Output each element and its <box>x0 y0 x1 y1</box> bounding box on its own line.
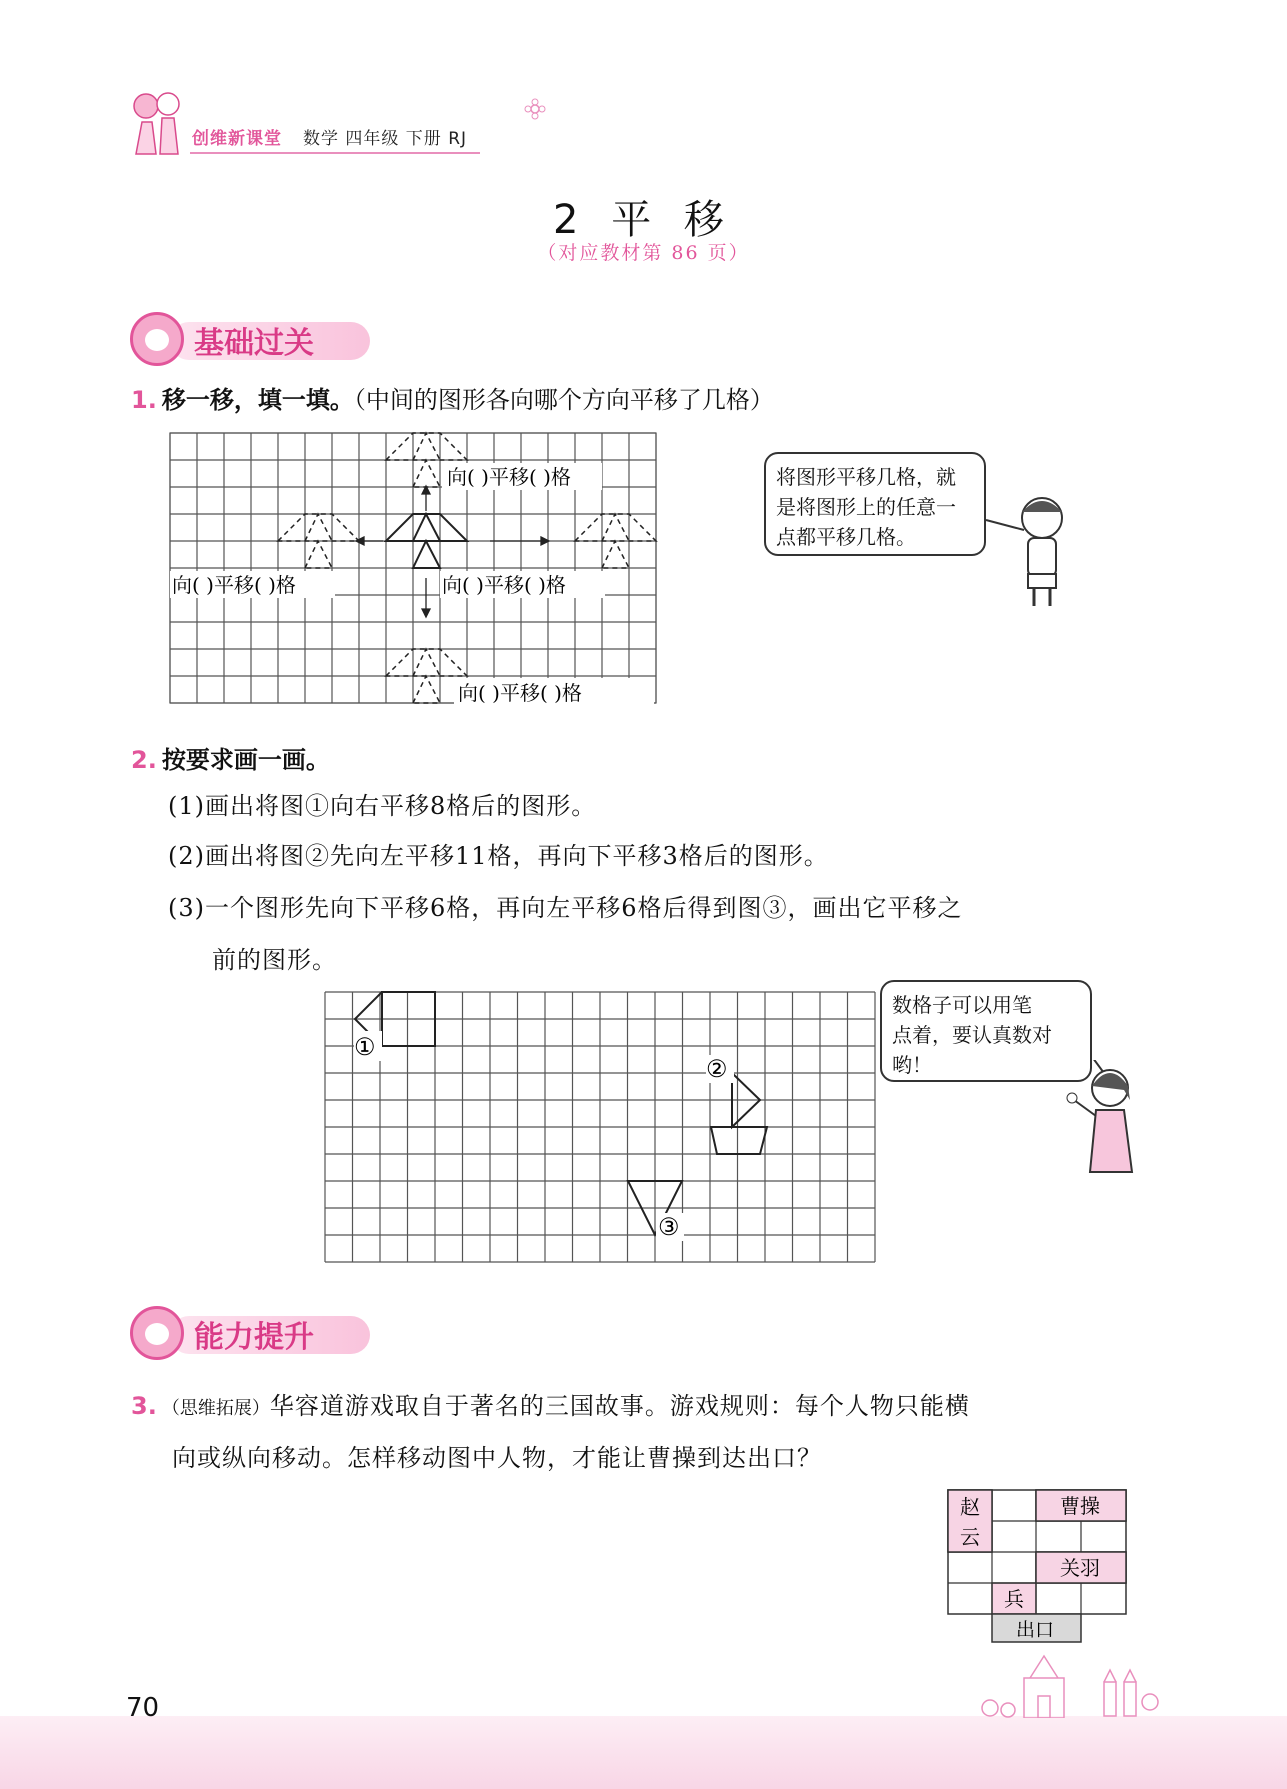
q1-tip-line: 将图形平移几格，就 <box>776 465 956 489</box>
q1-fill-up[interactable]: 向( )平移( )格 <box>447 465 571 489</box>
q1-tip-bubble <box>764 452 986 556</box>
q2-tip-line: 数格子可以用笔 <box>892 993 1032 1017</box>
q1-desc: （中间的图形各向哪个方向平移了几格） <box>353 386 774 414</box>
q1-title: 移一移，填一填。 <box>161 386 354 414</box>
q1-fill-right[interactable]: 向( )平移( )格 <box>442 573 566 597</box>
header-kids-illustration <box>128 88 188 156</box>
q2-title: 按要求画一画。 <box>161 746 330 774</box>
q2-grid-figure <box>320 985 880 1271</box>
boy-character-illustration <box>984 480 1080 610</box>
zhaoyun-char-1: 赵 <box>960 1495 980 1519</box>
footer-band <box>0 1716 1287 1789</box>
q2-shape-2 <box>711 1073 767 1154</box>
q1-tip-line: 是将图形上的任意一 <box>776 495 956 519</box>
teacher-character-illustration <box>1060 1060 1160 1175</box>
guanyu-label: 关羽 <box>1060 1556 1100 1580</box>
page-title: 2 平 移 <box>553 197 734 243</box>
zhaoyun-char-2: 云 <box>960 1525 980 1549</box>
section-advanced-label: 能力提升 <box>194 1320 314 1355</box>
q2-number: 2. <box>131 746 157 774</box>
mascot-icon <box>130 312 184 366</box>
q2-item-2: (2)画出将图②先向左平移11格，再向下平移3格后的图形。 <box>168 842 829 870</box>
page-number: 70 <box>126 1693 160 1723</box>
section-basic-banner <box>130 310 370 366</box>
q3-line-1 <box>131 1386 970 1421</box>
q1-fill-left[interactable]: 向( )平移( )格 <box>172 573 296 597</box>
q3-text-2: 向或纵向移动。怎样移动图中人物，才能让曹操到达出口？ <box>172 1444 822 1472</box>
q2-heading <box>131 740 330 775</box>
q2-item-3: (3)一个图形先向下平移6格，再向左平移6格后得到图③，画出它平移之 <box>168 894 963 922</box>
q1-grid-figure <box>160 428 670 718</box>
q2-label-3: ③ <box>658 1213 680 1241</box>
q2-label-1: ① <box>354 1033 376 1061</box>
flower-decoration-icon <box>524 98 546 120</box>
q2-grid-lines <box>325 992 875 1262</box>
huarong-board <box>946 1488 1132 1648</box>
q3-tag: （思维拓展） <box>161 1398 270 1419</box>
section-advanced-banner <box>130 1304 370 1360</box>
q2-tip-line: 点着，要认真数对 <box>892 1023 1052 1047</box>
header-divider <box>190 152 480 154</box>
q2-label-2: ② <box>706 1055 728 1083</box>
mascot-icon <box>130 1306 184 1360</box>
exit-label: 出口 <box>1016 1619 1055 1641</box>
q1-heading <box>131 380 774 415</box>
caocao-label: 曹操 <box>1060 1494 1100 1518</box>
bing-label: 兵 <box>1004 1587 1024 1611</box>
q1-shape-center <box>386 514 467 568</box>
q1-number: 1. <box>131 386 157 414</box>
q3-number: 3. <box>131 1392 157 1420</box>
q1-fill-down[interactable]: 向( )平移( )格 <box>458 681 582 705</box>
header-subject: 数学 四年级 下册 RJ <box>303 129 468 149</box>
q3-text-1: 华容道游戏取自于著名的三国故事。游戏规则：每个人物只能横 <box>269 1392 970 1420</box>
castle-decoration-icon <box>950 1652 1170 1718</box>
page-subtitle: （对应教材第 86 页） <box>537 242 750 264</box>
q2-item-1: (1)画出将图①向右平移8格后的图形。 <box>168 792 597 820</box>
q1-tip-line: 点都平移几格。 <box>776 525 916 549</box>
q2-tip-line: 哟！ <box>892 1053 932 1077</box>
section-basic-label: 基础过关 <box>194 326 314 361</box>
q2-item-3-cont: 前的图形。 <box>212 946 337 974</box>
header-brand: 创维新课堂 <box>192 129 282 149</box>
